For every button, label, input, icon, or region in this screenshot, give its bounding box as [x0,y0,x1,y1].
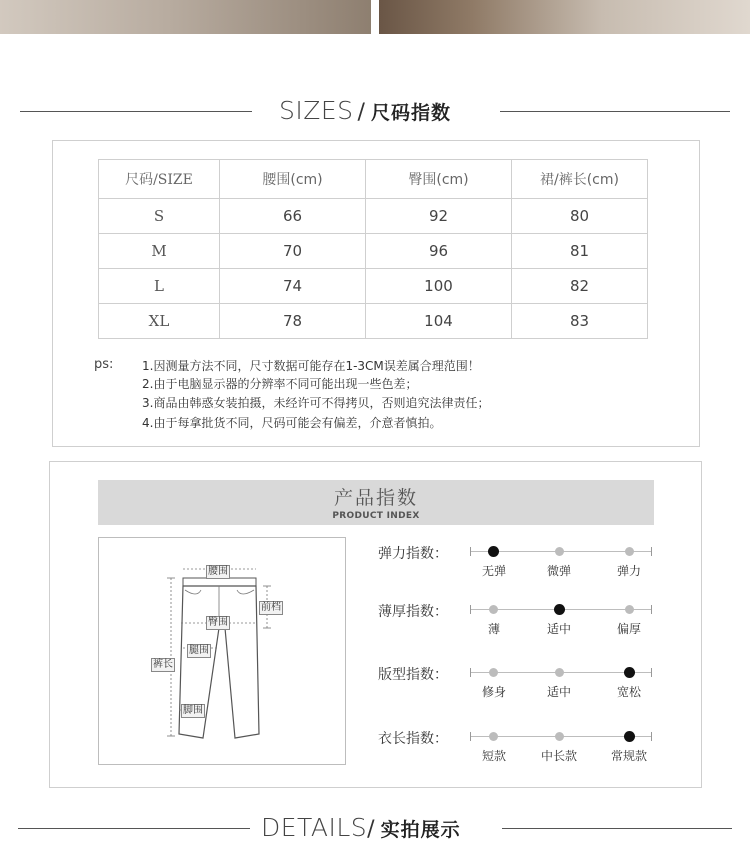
elasticity-index-label: 弹力指数： [378,546,448,562]
scale-option: 短款 [481,749,506,763]
note-item: 3.商品由韩惑女装拍摄，未经许可不得拷贝，否则追究法律责任； [142,396,490,410]
scale-tick [470,668,471,677]
header-hip: 臀围(cm) [366,160,512,199]
top-photo-right [379,0,750,34]
size-cell: L [99,269,220,304]
waist-cell: 78 [220,304,366,339]
scale-dot [555,668,564,677]
details-divider-right [502,828,732,829]
sizes-section-title [279,96,451,125]
table-row [99,269,648,304]
details-title-en: DETAILS [261,813,368,842]
scale-dot [555,732,564,741]
scale-dot [489,668,498,677]
waist-cell: 70 [220,234,366,269]
hip-cell: 92 [366,199,512,234]
product-index-banner [98,480,654,525]
scale-option: 适中 [546,622,571,636]
sizes-title-cn: 尺码指数 [370,102,451,124]
details-divider-left [18,828,250,829]
hip-cell: 100 [366,269,512,304]
sizes-divider-right [500,111,730,112]
thickness-index-label: 薄厚指数： [378,604,448,620]
size-cell: M [99,234,220,269]
scale-tick [470,605,471,614]
pants-diagram [98,537,346,765]
notes-label: ps: [94,357,114,372]
scale-option: 常规款 [610,749,647,763]
header-waist: 腰围(cm) [220,160,366,199]
note-item: 1.因测量方法不同，尺寸数据可能存在1-3CM误差属合理范围！ [142,359,480,373]
hip-cell: 96 [366,234,512,269]
scale-option: 偏厚 [616,622,641,636]
sizes-divider-left [20,111,252,112]
size-table [98,159,648,339]
scale-option: 中长款 [540,749,577,763]
header-size: 尺码/SIZE [99,160,220,199]
scale-dot-selected [488,546,499,557]
table-row [99,234,648,269]
scale-tick [651,668,652,677]
sizes-title-separator: / [357,100,365,125]
waist-cell: 74 [220,269,366,304]
waist-cell: 66 [220,199,366,234]
length-cell: 82 [512,269,648,304]
scale-dot-selected [624,667,635,678]
scale-option: 薄 [487,622,500,636]
hip-label: 臀围 [208,617,228,628]
front-rise-label: 前档 [261,602,281,613]
scale-option: 适中 [546,685,571,699]
size-table-header-row [99,160,648,199]
scale-tick [651,547,652,556]
size-cell: XL [99,304,220,339]
scale-tick [470,547,471,556]
product-index-title-en: PRODUCT INDEX [332,511,420,521]
scale-dot [489,732,498,741]
hem-label: 脚围 [183,705,203,716]
scale-dot-selected [554,604,565,615]
size-cell: S [99,199,220,234]
length-cell: 83 [512,304,648,339]
details-title-separator: / [367,817,375,842]
fit-index-label: 版型指数： [378,667,448,683]
scale-option: 修身 [481,685,506,699]
scale-option: 微弹 [546,564,571,578]
hip-cell: 104 [366,304,512,339]
scale-option: 无弹 [481,564,506,578]
length-index-label: 衣长指数： [378,731,448,747]
note-item: 2.由于电脑显示器的分辨率不同可能出现一些色差； [142,377,418,391]
details-section-title [261,813,461,842]
scale-option: 弹力 [616,564,641,578]
waist-label: 腰围 [208,566,228,577]
length-cell: 80 [512,199,648,234]
top-photo-left [0,0,371,34]
length-cell: 81 [512,234,648,269]
length-label: 裤长 [153,659,173,670]
thigh-label: 腿围 [189,645,209,656]
table-row [99,304,648,339]
details-title-cn: 实拍展示 [380,819,461,841]
scale-tick [651,732,652,741]
sizes-title-en: SIZES [279,96,354,125]
scale-option: 宽松 [616,685,641,699]
scale-tick [651,605,652,614]
scale-dot [489,605,498,614]
scale-dot [625,547,634,556]
scale-tick [470,732,471,741]
table-row [99,199,648,234]
note-item: 4.由于每拿批货不同，尺码可能会有偏差，介意者慎拍。 [142,416,442,430]
scale-dot [555,547,564,556]
header-length: 裙/裤长(cm) [512,160,648,199]
scale-dot-selected [624,731,635,742]
product-index-title-cn: 产品指数 [333,487,418,509]
scale-dot [625,605,634,614]
